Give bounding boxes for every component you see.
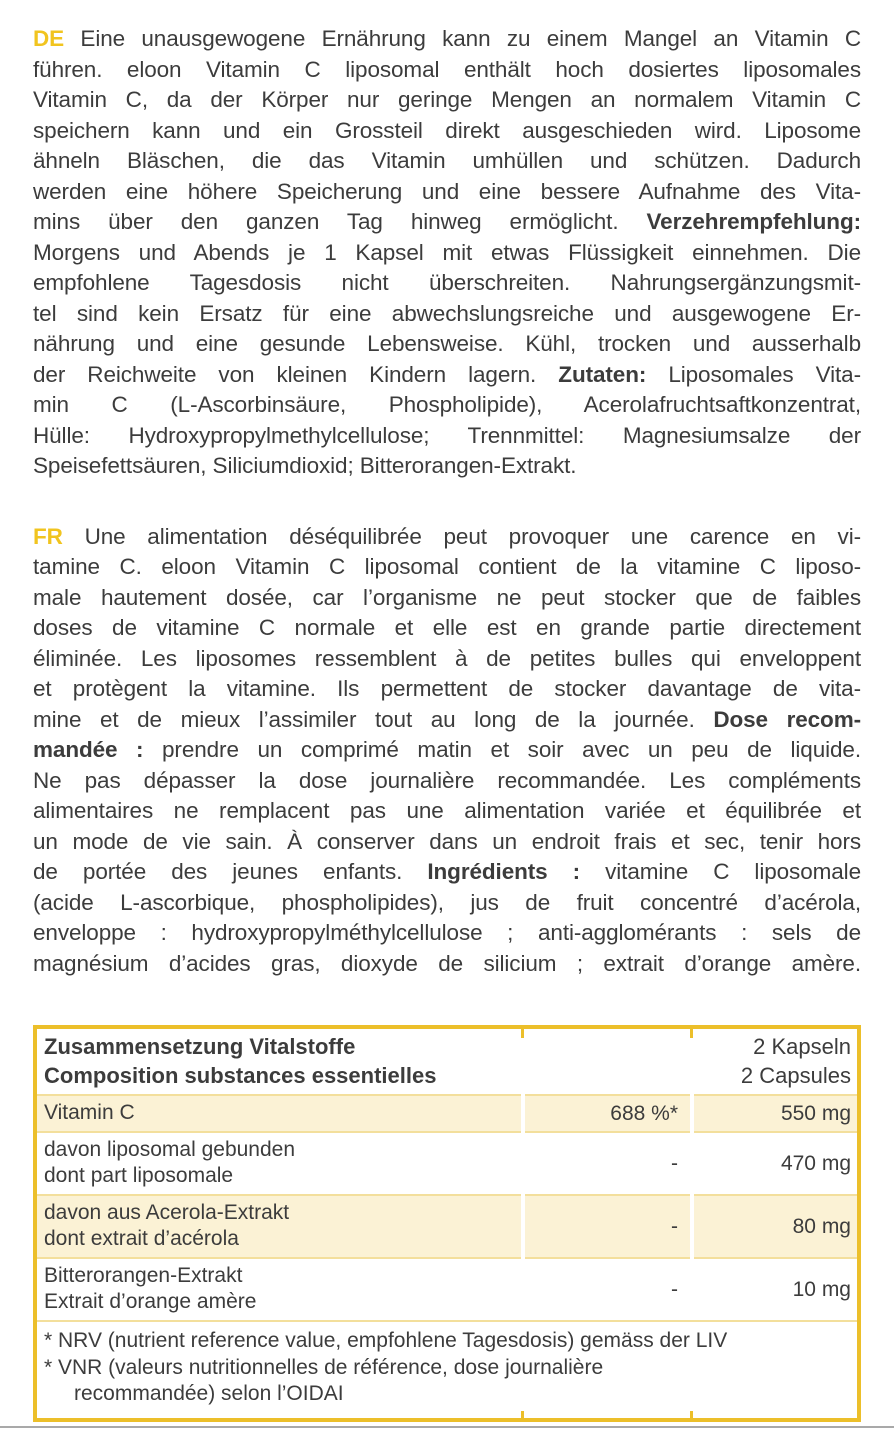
footnote-line: recommandée) selon l’OIDAI <box>74 1382 344 1405</box>
column-divider-tick <box>521 1411 524 1418</box>
text-line <box>33 796 861 827</box>
text-segment: Liposomales Vita- <box>646 361 861 387</box>
composition-table <box>33 1025 861 1422</box>
text-segment: alimentaires ne remplacent pas une alimentation variée et équilibrée et <box>33 798 861 823</box>
text-segment: mins über den ganzen Tag hinweg ermöglicht. <box>33 209 647 234</box>
nrv-value: - <box>525 1131 690 1194</box>
text-line <box>33 329 861 360</box>
amount-value: 550 mg <box>694 1094 857 1131</box>
text-line <box>33 644 861 675</box>
table-title-line: Zusammensetzung Vitalstoffe <box>44 1034 356 1059</box>
text-line <box>33 421 861 452</box>
nrv-value: - <box>525 1257 690 1320</box>
text-segment: tel sind kein Ersatz für eine abwechslungsreiche und ausgewogene Er- <box>33 300 861 326</box>
table-row <box>37 1131 857 1194</box>
table-row <box>37 1257 857 1320</box>
text-segment: Hülle: Hydroxypropylmethylcellulose; Trennmittel: Magnesiumsalze der <box>33 422 861 448</box>
row-label-line: Bitterorangen-Extrakt <box>44 1264 243 1287</box>
text-line <box>33 766 861 797</box>
lang-badge-fr: FR <box>33 523 63 549</box>
text-segment: der Reichweite von kleinen Kindern lagern. <box>33 361 559 387</box>
text-line <box>33 552 861 583</box>
text-segment: werden eine höhere Speicherung und eine bessere Aufnahme des Vita- <box>33 178 861 204</box>
amount-value: 10 mg <box>694 1257 857 1320</box>
table-row <box>37 1194 857 1257</box>
description-paragraphs <box>33 24 861 979</box>
text-line <box>33 360 861 391</box>
table-footnotes <box>37 1320 857 1418</box>
footnote-line: * NRV (nutrient reference value, empfohlene Tagesdosis) gemäss der LIV <box>44 1329 728 1352</box>
row-label <box>37 1131 521 1194</box>
table-header-row <box>37 1029 857 1094</box>
bottom-edge-rule <box>0 1426 894 1428</box>
serving-size-line: 2 Capsules <box>740 1063 851 1088</box>
text-line <box>33 146 861 177</box>
text-segment: führen. eloon Vitamin C liposomal enthält hoch dosiertes liposomales <box>33 56 861 82</box>
row-label-line: davon aus Acerola-Extrakt <box>44 1201 290 1224</box>
paragraph-fr <box>33 522 861 980</box>
lang-badge-de: DE <box>33 26 65 51</box>
text-segment: magnésium d’acides gras, dioxyde de silicium ; extrait d’orange amère. <box>33 950 861 976</box>
text-segment: speichern kann und ein Grossteil direkt ausgeschieden wird. Liposome <box>33 117 861 143</box>
text-segment: Une alimentation déséquilibrée peut provoquer une carence en vi- <box>62 523 861 549</box>
text-line <box>33 207 861 238</box>
nrv-value: 688 %* <box>525 1094 690 1131</box>
row-label-line: davon liposomal gebunden <box>44 1138 296 1161</box>
table-row <box>37 1094 857 1131</box>
text-line <box>33 390 861 421</box>
row-label <box>37 1094 521 1131</box>
column-divider-tick <box>690 1029 693 1038</box>
text-line <box>33 827 861 858</box>
text-segment: Zutaten: <box>558 361 647 387</box>
text-line <box>33 55 861 86</box>
text-segment: mine et de mieux l’assimiler tout au long de la journée. <box>33 706 714 732</box>
row-label-line: dont extrait d’acérola <box>44 1227 239 1250</box>
text-segment: doses de vitamine C normale et elle est en grande partie directement <box>33 615 861 640</box>
text-segment: Dose recom- <box>713 706 861 732</box>
text-segment: tamine C. eloon Vitamin C liposomal contient de la vitamine C liposo- <box>33 554 861 579</box>
text-line <box>33 949 861 980</box>
text-segment: mandée : <box>33 737 163 762</box>
text-segment: éliminée. Les liposomes ressemblent à de petites bulles qui enveloppent <box>33 645 861 671</box>
text-line <box>33 177 861 208</box>
text-segment: min C (L-Ascorbinsäure, Phospholipide), Acerolafruchtsaftkonzentrat, <box>33 392 861 417</box>
amount-value: 470 mg <box>694 1131 857 1194</box>
text-line <box>33 735 861 766</box>
table-title <box>37 1029 521 1094</box>
text-segment: Eine unausgewogene Ernährung kann zu einem Mangel an Vitamin C <box>64 26 861 51</box>
paragraph-de <box>33 24 861 482</box>
text-line <box>33 451 861 482</box>
text-segment: ähneln Bläschen, die das Vitamin umhüllen und schützen. Dadurch <box>33 148 861 173</box>
text-segment: Verzehrempfehlung: <box>646 209 861 234</box>
row-label <box>37 1257 521 1320</box>
text-line <box>33 24 861 55</box>
text-line <box>33 268 861 299</box>
column-divider-tick <box>521 1029 524 1038</box>
table-body <box>37 1094 857 1320</box>
serving-size <box>694 1029 857 1094</box>
footnote-line: * VNR (valeurs nutritionnelles de référence, dose journalière <box>44 1355 604 1379</box>
nrv-value: - <box>525 1194 690 1257</box>
row-label-line: Extrait d’orange amère <box>44 1290 257 1313</box>
text-line <box>33 705 861 736</box>
text-line <box>33 918 861 949</box>
row-label-line: dont part liposomale <box>44 1164 234 1187</box>
table-title-line: Composition substances essentielles <box>44 1063 437 1088</box>
text-segment: vitamine C liposomale <box>605 859 861 884</box>
row-label-line: Vitamin C <box>44 1101 135 1124</box>
text-segment: un mode de vie sain. À conserver dans un endroit frais et sec, tenir hors <box>33 828 861 854</box>
text-segment: et protègent la vitamine. Ils permettent de stocker davantage de vita- <box>33 676 861 701</box>
text-segment: Vitamin C, da der Körper nur geringe Mengen an normalem Vitamin C <box>33 87 861 112</box>
serving-size-line: 2 Kapseln <box>753 1034 851 1059</box>
text-line <box>33 238 861 269</box>
text-segment: male hautement dosée, car l’organisme ne peut stocker que de faibles <box>33 584 861 610</box>
text-line <box>33 299 861 330</box>
text-line <box>33 857 861 888</box>
text-segment: Speisefettsäuren, Siliciumdioxid; Bitterorangen-Extrakt. <box>33 453 577 478</box>
text-line <box>33 522 861 553</box>
text-line <box>33 888 861 919</box>
row-label <box>37 1194 521 1257</box>
amount-value: 80 mg <box>694 1194 857 1257</box>
text-segment: nährung und eine gesunde Lebensweise. Kühl, trocken und ausserhalb <box>33 331 861 356</box>
text-segment: Ingrédients : <box>427 859 606 884</box>
text-segment: de portée des jeunes enfants. <box>33 859 428 884</box>
text-segment: enveloppe : hydroxypropylméthylcellulose ; anti-agglomérants : sels de <box>33 920 861 945</box>
text-line <box>33 116 861 147</box>
text-segment: Ne pas dépasser la dose journalière recommandée. Les compléments <box>33 767 861 793</box>
spacer-cell <box>525 1029 690 1094</box>
text-line <box>33 583 861 614</box>
text-line <box>33 674 861 705</box>
text-segment: (acide L-ascorbique, phospholipides), jus de fruit concentré d’acérola, <box>33 889 861 915</box>
column-divider-tick <box>690 1411 693 1418</box>
text-line <box>33 613 861 644</box>
text-segment: empfohlene Tagesdosis nicht überschreiten. Nahrungsergänzungsmit- <box>33 270 861 295</box>
text-segment: Morgens und Abends je 1 Kapsel mit etwas Flüssigkeit einnehmen. Die <box>33 239 861 265</box>
text-line <box>33 85 861 116</box>
text-segment: prendre un comprimé matin et soir avec un peu de liquide. <box>162 737 861 762</box>
